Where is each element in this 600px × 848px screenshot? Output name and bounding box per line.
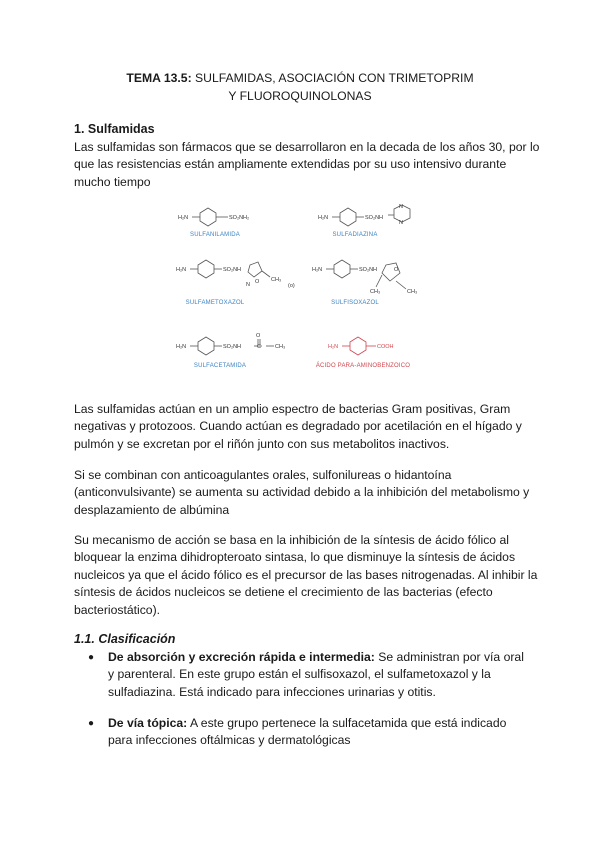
formula-so2nh-5: SO₂NH [223,344,242,350]
formula-n-2b: N [399,220,403,226]
formula-n-3: N [246,282,250,288]
section-heading-sulfamidas: 1. Sulfamidas [74,122,155,136]
bullet-dot-2: ● [88,718,95,729]
formula-n-2a: N [399,204,403,210]
intro-paragraph: Las sulfamidas son fármacos que se desarrollaron en la decada de los años 30, por lo que las resistencias están ampliamente extendidas por su uso intensivo durante mucho tiempo [74,140,540,189]
formula-ch3-4b: CH₃ [407,289,418,295]
structure-label-paba: ÁCIDO PARA-AMINOBENZOICO [315,363,411,369]
structure-label-sulfanilamida: SULFANILAMIDA [190,232,240,238]
bullet-2-text: A este grupo pertenece la sulfacetamida que está indicado para infecciones oftálmicas y dermatológicas [108,716,507,748]
document-title-line-2: Y FLUOROQUINOLONAS [228,89,372,103]
structure-label-sulfadiazina: SULFADIAZINA [332,232,378,238]
formula-ch3-4a: CH₃ [370,289,381,295]
bullet-dot-1: ● [88,652,95,663]
formula-so2nh-2: SO₂NH [365,215,384,221]
structure-label-sulfacetamida: SULFACETAMIDA [193,363,247,369]
formula-h2n-3: H₂N [176,267,187,273]
bullet-1-bold: De absorción y excreción rápida e intermedia: [108,650,375,664]
structures-svg [170,195,450,385]
formula-ch3-5: CH₃ [275,344,286,350]
document-title-line-1 [0,70,600,87]
paragraph-mechanism: Su mecanismo de acción se basa en la inhibición de la síntesis de ácido fólico al bloquear la enzima dihidropteroato sintasa, lo que disminuye la síntesis de ácidos nucleicos ya que el ácido fólico es el precursor de las bases nitrogenadas. Al inhibir la síntesis de ácidos nucleicos se detiene el crecimiento de las bacterias (efecto bacteriostático). [74,533,538,617]
formula-so2nh2: SO₂NH₂ [229,215,250,221]
bullet-1-text: Se administran por vía oral y parenteral. En este grupo están el sulfisoxazol, el sulfametoxazol y la sulfadiazina. Está indicado para infecciones urinarias y otitis. [108,650,524,699]
title-topic-number: TEMA 13.5: [126,71,192,85]
formula-h2n-1: H₂N [178,215,189,221]
title-text: SULFAMIDAS, ASOCIACIÓN CON TRIMETOPRIM [191,71,474,85]
paragraph-spectrum: Las sulfamidas actúan en un amplio espectro de bacterias Gram positivas, Gram negativas y protozoos. Cuando actúan es degradado por acetilación en el hígado y pulmón y se excretan por el riñón junto con sus metabolitos inactivos. [74,402,522,451]
formula-ch3-3: CH₃ [271,277,282,283]
formula-or: (o) [288,283,295,289]
formula-h2n-5: H₂N [176,344,187,350]
section-heading-clasificacion: 1.1. Clasificación [74,632,176,646]
formula-cooh: COOH [377,344,394,350]
formula-so2nh-4: SO₂NH [359,267,378,273]
formula-c-5: C [257,344,261,350]
formula-h2n-6: H₂N [328,344,339,350]
structure-label-sulfisoxazol: SULFISOXAZOL [331,300,379,306]
structure-label-sulfametoxazol: SULFAMETOXAZOL [185,300,245,306]
bullet-2-bold: De vía tópica: [108,716,188,730]
formula-o-3: O [255,279,260,285]
bullet-item-2 [108,715,528,750]
formula-h2n-4: H₂N [312,267,323,273]
formula-h2n-2: H₂N [318,215,329,221]
chemical-structures-figure [170,195,450,385]
formula-o-5: O [256,333,261,339]
bullet-item-1 [108,649,528,701]
formula-so2nh-3: SO₂NH [223,267,242,273]
formula-o-4: O [394,267,399,273]
paragraph-interactions: Si se combinan con anticoagulantes orales, sulfonilureas o hidantoína (anticonvulsivante) se aumenta su actividad debido a la inhibición del metabolismo y desplazamiento de albúmina [74,468,530,517]
